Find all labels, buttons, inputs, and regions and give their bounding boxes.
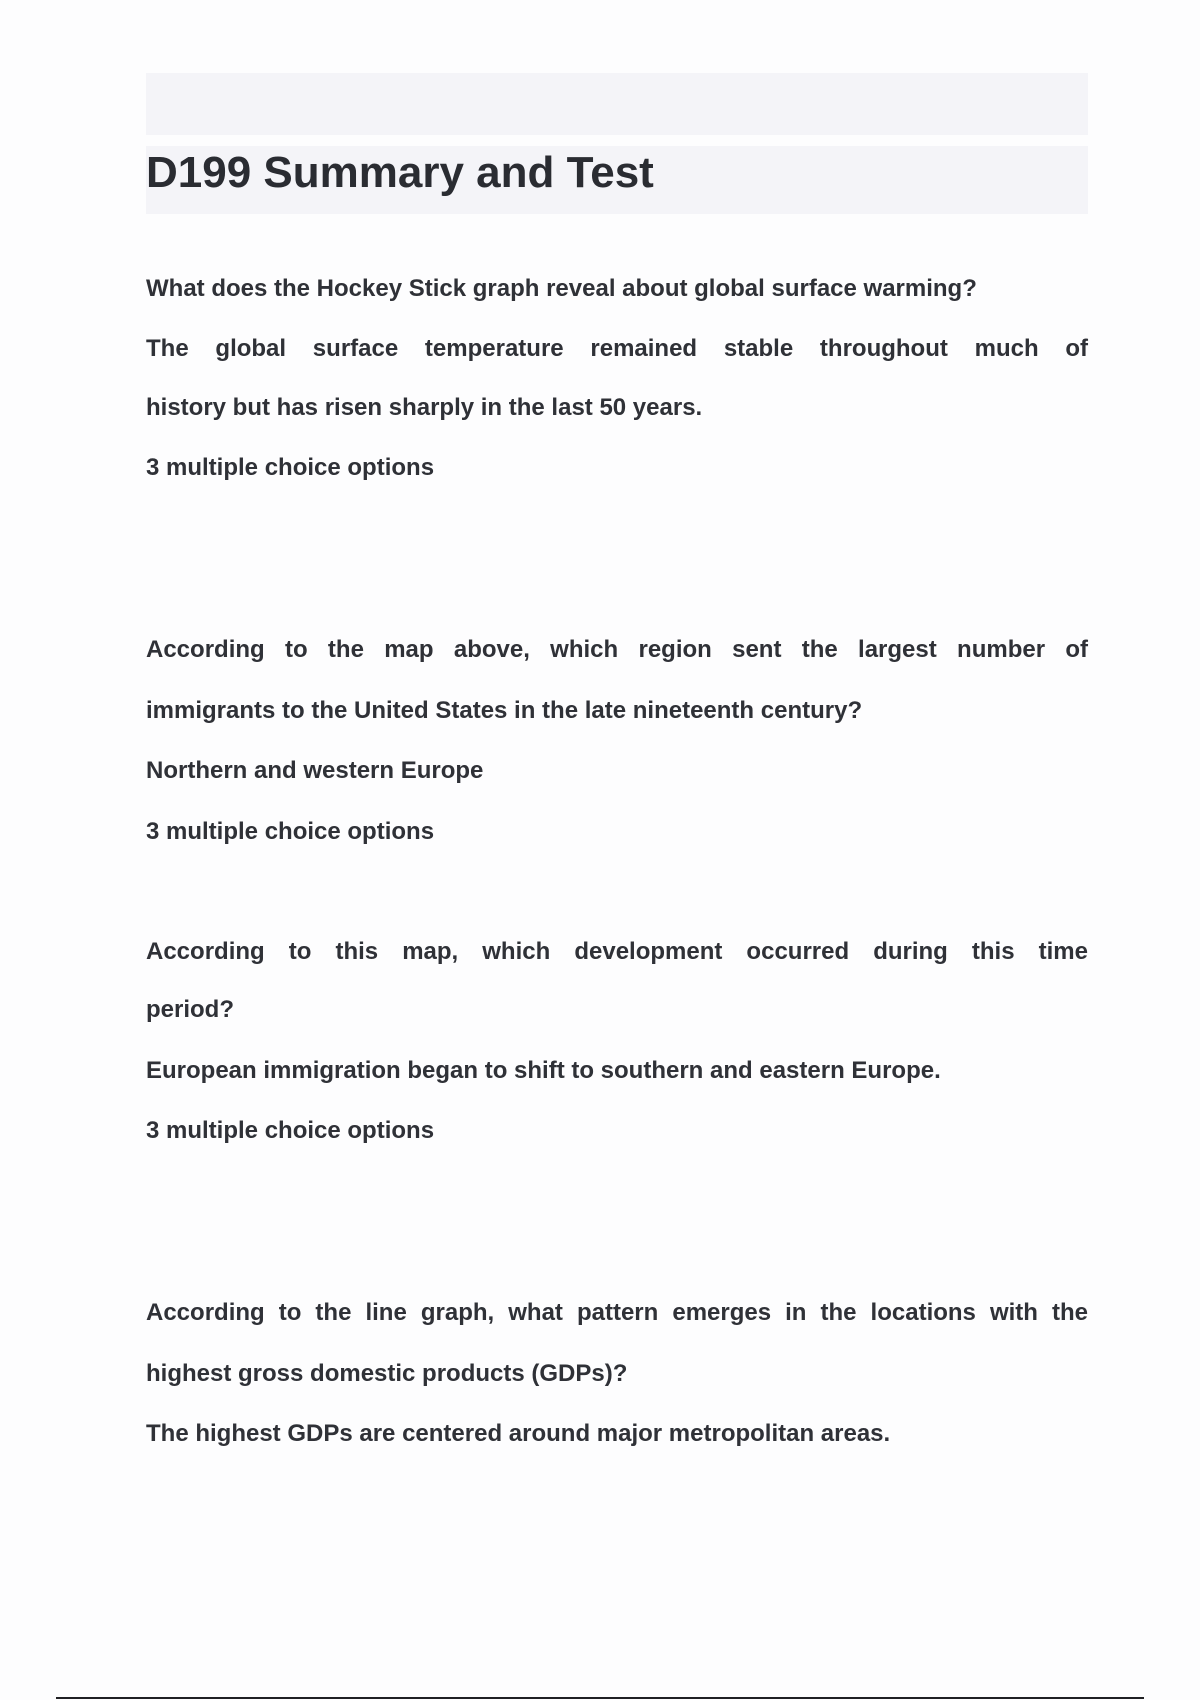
answer-text-2-line-1: Northern and western Europe xyxy=(146,757,484,784)
options-note-3: 3 multiple choice options xyxy=(146,1117,435,1144)
question-text-1-line-1: What does the Hockey Stick graph reveal about global surface warming? xyxy=(146,275,977,302)
question-text-3-line-2: period? xyxy=(146,996,234,1023)
footer-rule xyxy=(56,1697,1144,1699)
answer-text-1-line-1: The global surface temperature remained stable throughout much of xyxy=(146,335,1088,362)
header-band xyxy=(146,73,1088,135)
question-text-2-line-2: immigrants to the United States in the late nineteenth century? xyxy=(146,697,863,724)
question-text-4-line-2: highest gross domestic products (GDPs)? xyxy=(146,1360,628,1387)
options-note-2: 3 multiple choice options xyxy=(146,818,435,845)
answer-text-1-line-2: history but has risen sharply in the last 50 years. xyxy=(146,394,703,421)
question-text-4-line-1: According to the line graph, what pattern emerges in the locations with the xyxy=(146,1299,1088,1326)
question-text-2-line-1: According to the map above, which region sent the largest number of xyxy=(146,636,1088,663)
document-title: D199 Summary and Test xyxy=(146,148,654,197)
question-text-3-line-1: According to this map, which development occurred during this time xyxy=(146,938,1088,965)
answer-text-4-line-1: The highest GDPs are centered around major metropolitan areas. xyxy=(146,1420,891,1447)
options-note-1: 3 multiple choice options xyxy=(146,454,435,481)
answer-text-3-line-1: European immigration began to shift to southern and eastern Europe. xyxy=(146,1057,941,1084)
